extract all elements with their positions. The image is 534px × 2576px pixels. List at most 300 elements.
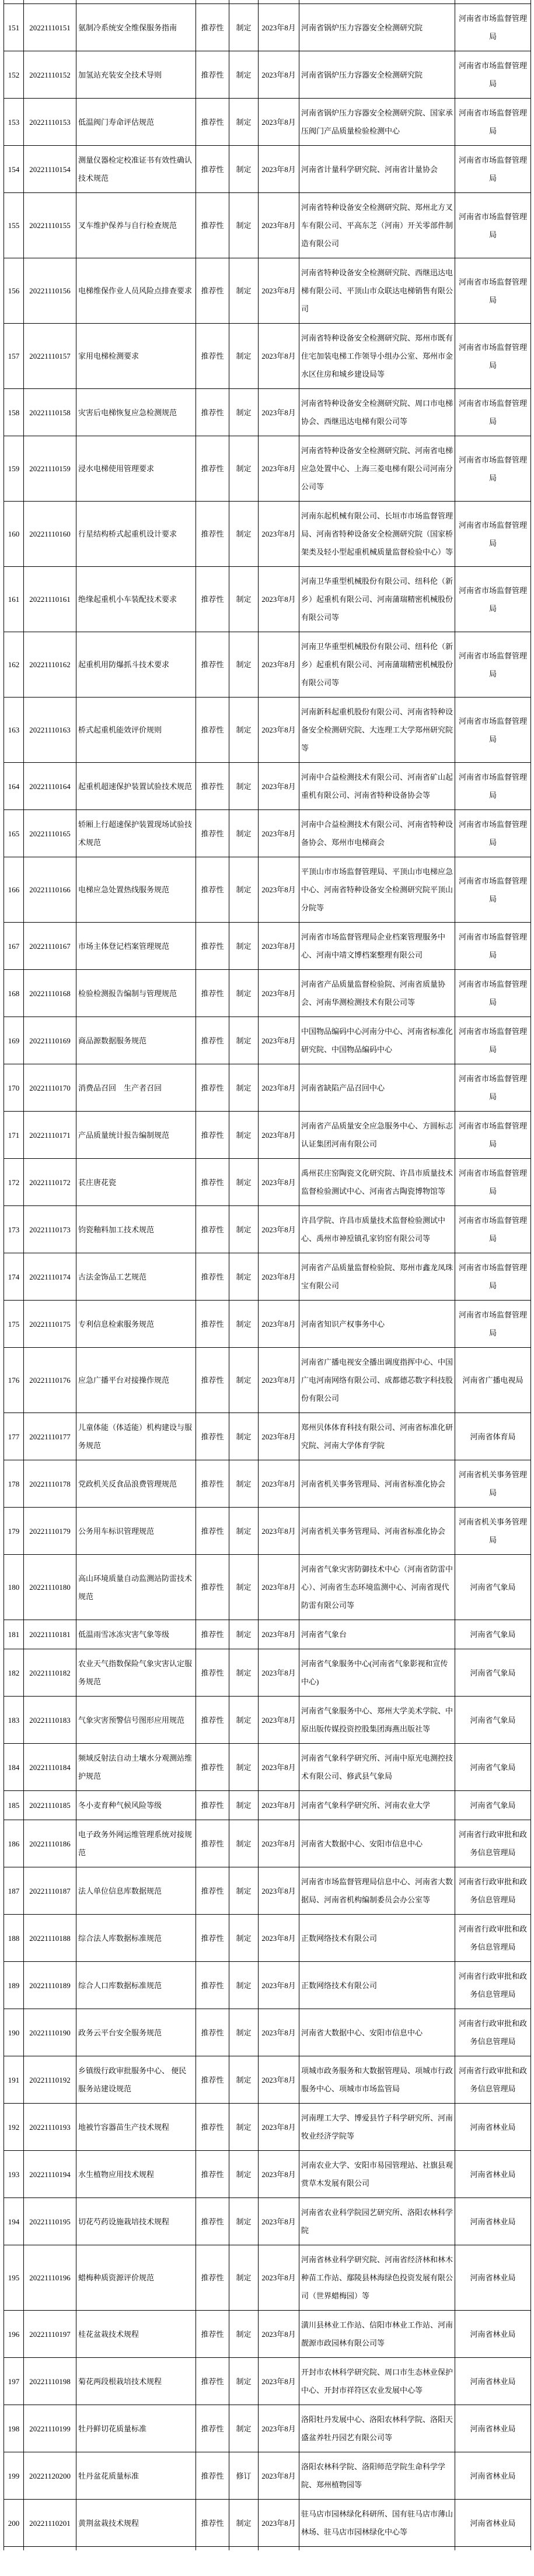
cell-completion-date: 2023年8月	[259, 1867, 299, 1915]
cell-completion-date: 2023年8月	[259, 1159, 299, 1206]
cell-competent-department: 河南省体育局	[455, 1413, 531, 1460]
cell-drafting-organizations: 河南省产品质量监督检验院、郑州市鑫龙凤珠宝有限公司	[299, 1253, 455, 1301]
cell-formulate-or-revise: 制定	[229, 567, 259, 632]
cell-standard-nature: 推荐性	[196, 857, 229, 923]
table-row	[4, 146, 531, 193]
cell-row-number: 154	[4, 146, 24, 193]
cell-project-id: 20221110160	[24, 502, 76, 567]
cell-project-id: 20221110152	[24, 51, 76, 99]
cell-project-id: 20221110166	[24, 857, 76, 923]
cell-completion-date: 2023年8月	[259, 698, 299, 763]
cell-row-number: 161	[4, 567, 24, 632]
cell-project-id: 20221110178	[24, 1460, 76, 1508]
cell-project-id: 20221110182	[24, 1649, 76, 1697]
cell-standard-nature: 推荐性	[196, 502, 229, 567]
cell-row-number: 185	[4, 1791, 24, 1820]
cell-project-id: 20221110185	[24, 1791, 76, 1820]
cell-row-number: 167	[4, 923, 24, 970]
cell-project-id: 20221110172	[24, 1159, 76, 1206]
cell-drafting-organizations: 河南省缺陷产品召回中心	[299, 1064, 455, 1112]
cell-drafting-organizations: 河南省气象服务中心、郑州大学美术学院、中原出版传媒投资控股集团海燕出版社等	[299, 1697, 455, 1744]
table-row	[4, 1867, 531, 1915]
cell-drafting-organizations: 河南省气象灾害防御技术中心（河南省防雷中心）、河南省生态环境监测中心、河南省现代防雷有限公司等	[299, 1555, 455, 1620]
cell-standard-nature: 推荐性	[196, 146, 229, 193]
cell-project-name: 桂花盆栽技术规程	[76, 2311, 196, 2358]
cell-row-number: 155	[4, 193, 24, 258]
table-row	[4, 1820, 531, 1867]
table-row	[4, 436, 531, 502]
cell-formulate-or-revise: 制定	[229, 1159, 259, 1206]
cell-row-number: 193	[4, 2151, 24, 2198]
cell-project-name: 菊花两段根栽培技术规程	[76, 2358, 196, 2405]
cell-competent-department: 河南省气象局	[455, 1697, 531, 1744]
cell-project-id: 20221110174	[24, 1253, 76, 1301]
cell-completion-date: 2023年8月	[259, 2311, 299, 2358]
cell-drafting-organizations: 河南省市场监督管理局企业档案管理服务中心、河南中靖文博档案整理有限公司	[299, 923, 455, 970]
table-row	[4, 1253, 531, 1301]
cell-project-name: 牡丹盆花质量标准	[76, 2452, 196, 2500]
cell-standard-nature: 推荐性	[196, 2358, 229, 2405]
cell-project-id: 20221110153	[24, 99, 76, 146]
partial-cell	[455, 2547, 531, 2551]
cell-competent-department: 河南省行政审批和政务信息管理局	[455, 1867, 531, 1915]
cell-standard-nature: 推荐性	[196, 923, 229, 970]
cell-standard-nature: 推荐性	[196, 4, 229, 51]
cell-drafting-organizations: 中国物品编码中心河南分中心、河南省标准化研究院、中国物品编码中心	[299, 1017, 455, 1064]
cell-completion-date: 2023年8月	[259, 1413, 299, 1460]
cell-project-id: 20221110189	[24, 1962, 76, 2009]
cell-competent-department: 河南省市场监督管理局	[455, 1253, 531, 1301]
cell-standard-nature: 推荐性	[196, 2198, 229, 2245]
cell-project-name: 低温阀门寿命评估规范	[76, 99, 196, 146]
cell-formulate-or-revise: 制定	[229, 2009, 259, 2056]
cell-standard-nature: 推荐性	[196, 1555, 229, 1620]
cell-standard-nature: 推荐性	[196, 698, 229, 763]
partial-cell	[196, 2547, 229, 2551]
cell-formulate-or-revise: 制定	[229, 1348, 259, 1413]
cell-project-name: 加氢站充装安全技术导则	[76, 51, 196, 99]
cell-formulate-or-revise: 制定	[229, 99, 259, 146]
cell-formulate-or-revise: 制定	[229, 51, 259, 99]
cell-competent-department: 河南省市场监督管理局	[455, 857, 531, 923]
table-row	[4, 2245, 531, 2311]
cell-standard-nature: 推荐性	[196, 2151, 229, 2198]
cell-competent-department: 河南省市场监督管理局	[455, 1301, 531, 1348]
cell-standard-nature: 推荐性	[196, 1112, 229, 1159]
cell-formulate-or-revise: 制定	[229, 436, 259, 502]
cell-project-name: 电梯应急处置热线服务规范	[76, 857, 196, 923]
cell-completion-date: 2023年8月	[259, 1017, 299, 1064]
cell-drafting-organizations: 河南省广播电视安全播出调度指挥中心、中国广电河南网络有限公司、成都德芯数字科技股份有限公司	[299, 1348, 455, 1413]
cell-drafting-organizations: 正数网络技术有限公司	[299, 1915, 455, 1962]
cell-completion-date: 2023年8月	[259, 1460, 299, 1508]
cell-project-name: 法人单位信息库数据规范	[76, 1867, 196, 1915]
cell-drafting-organizations: 河南省农业科学院园艺研究所、洛阳农林科学院	[299, 2198, 455, 2245]
cell-formulate-or-revise: 制定	[229, 146, 259, 193]
cell-competent-department: 河南省林业局	[455, 2104, 531, 2151]
cell-formulate-or-revise: 制定	[229, 2500, 259, 2547]
cell-standard-nature: 推荐性	[196, 324, 229, 389]
cell-row-number: 177	[4, 1413, 24, 1460]
table-row	[4, 324, 531, 389]
cell-formulate-or-revise: 制定	[229, 1962, 259, 2009]
cell-row-number: 166	[4, 857, 24, 923]
cell-project-name: 应急广播平台对接操作规范	[76, 1348, 196, 1413]
cell-standard-nature: 推荐性	[196, 389, 229, 436]
cell-row-number: 162	[4, 632, 24, 698]
table-row	[4, 567, 531, 632]
cell-row-number: 191	[4, 2056, 24, 2104]
cell-standard-nature: 推荐性	[196, 2311, 229, 2358]
cell-standard-nature: 推荐性	[196, 1915, 229, 1962]
cell-drafting-organizations: 河南东起机械有限公司、长垣市市场监督管理局、河南省特种设备安全检测研究院（国家桥架类及轻小型起重机械质量监督检验中心）等	[299, 502, 455, 567]
cell-competent-department: 河南省市场监督管理局	[455, 324, 531, 389]
table-row	[4, 698, 531, 763]
cell-formulate-or-revise: 制定	[229, 1791, 259, 1820]
cell-formulate-or-revise: 制定	[229, 763, 259, 810]
cell-drafting-organizations: 河南理工大学、博爱县竹子科学研究所、河南牧业经济学院等	[299, 2104, 455, 2151]
cell-formulate-or-revise: 制定	[229, 2311, 259, 2358]
cell-competent-department: 河南省市场监督管理局	[455, 258, 531, 324]
cell-project-id: 20221110173	[24, 1206, 76, 1253]
cell-row-number: 153	[4, 99, 24, 146]
cell-completion-date: 2023年8月	[259, 1620, 299, 1649]
cell-project-id: 20221110168	[24, 970, 76, 1017]
cell-formulate-or-revise: 制定	[229, 2056, 259, 2104]
cell-drafting-organizations: 河南省产品质量安全应急服务中心、方圆标志认证集团河南有限公司	[299, 1112, 455, 1159]
cell-project-id: 20221110197	[24, 2311, 76, 2358]
cell-standard-nature: 推荐性	[196, 632, 229, 698]
cell-formulate-or-revise: 制定	[229, 1820, 259, 1867]
table-row	[4, 2056, 531, 2104]
cell-project-id: 20221110175	[24, 1301, 76, 1348]
cell-competent-department: 河南省市场监督管理局	[455, 146, 531, 193]
cell-row-number: 190	[4, 2009, 24, 2056]
table-row	[4, 1915, 531, 1962]
cell-competent-department: 河南省林业局	[455, 2500, 531, 2547]
cell-row-number: 176	[4, 1348, 24, 1413]
cell-project-id: 20221110170	[24, 1064, 76, 1112]
cell-project-id: 20221120200	[24, 2452, 76, 2500]
cell-completion-date: 2023年8月	[259, 857, 299, 923]
cell-project-id: 20221110164	[24, 763, 76, 810]
table-row	[4, 1301, 531, 1348]
cell-row-number: 157	[4, 324, 24, 389]
cell-drafting-organizations: 河南省气象服务中心(河南省气象影视和宣传中心)	[299, 1649, 455, 1697]
cell-competent-department: 河南省机关事务管理局	[455, 1508, 531, 1555]
cell-row-number: 170	[4, 1064, 24, 1112]
cell-row-number: 187	[4, 1867, 24, 1915]
cell-formulate-or-revise: 制定	[229, 632, 259, 698]
cell-project-name: 综合法人库数据标准规范	[76, 1915, 196, 1962]
cell-standard-nature: 推荐性	[196, 2245, 229, 2311]
cell-project-id: 20221110161	[24, 567, 76, 632]
cell-project-id: 20221110181	[24, 1620, 76, 1649]
cell-competent-department: 河南省市场监督管理局	[455, 502, 531, 567]
partial-cell	[299, 2547, 455, 2551]
cell-formulate-or-revise: 制定	[229, 1064, 259, 1112]
cell-competent-department: 河南省市场监督管理局	[455, 698, 531, 763]
cell-drafting-organizations: 河南农业大学、安阳市易园管理站、社旗县观赏草木发展有限公司	[299, 2151, 455, 2198]
cell-standard-nature: 推荐性	[196, 1867, 229, 1915]
table-row	[4, 2311, 531, 2358]
cell-row-number: 186	[4, 1820, 24, 1867]
cell-drafting-organizations: 河南省大数据中心、安阳市信息中心	[299, 1820, 455, 1867]
cell-completion-date: 2023年8月	[259, 99, 299, 146]
cell-drafting-organizations: 河南省气象科学研究所、河南中原光电测控技术有限公司、修武县气象局	[299, 1744, 455, 1791]
table-row	[4, 2198, 531, 2245]
cell-project-id: 20221110190	[24, 2009, 76, 2056]
table-row	[4, 1744, 531, 1791]
cell-formulate-or-revise: 制定	[229, 1649, 259, 1697]
cell-row-number: 172	[4, 1159, 24, 1206]
cell-project-name: 低温雨雪冰冻灾害气象等级	[76, 1620, 196, 1649]
cell-drafting-organizations: 河南省特种设备安全检测研究院、周口市电梯协会、西继迅达电梯有限公司等	[299, 389, 455, 436]
cell-project-name: 高山环境质量自动监测站防雷技术规范	[76, 1555, 196, 1620]
cell-completion-date: 2023年8月	[259, 1112, 299, 1159]
cell-completion-date: 2023年8月	[259, 2151, 299, 2198]
cell-project-name: 轿厢上行超速保护装置现场试验技术规范	[76, 810, 196, 857]
cell-completion-date: 2023年8月	[259, 2245, 299, 2311]
cell-standard-nature: 推荐性	[196, 258, 229, 324]
cell-standard-nature: 推荐性	[196, 763, 229, 810]
table-row	[4, 2358, 531, 2405]
cell-project-id: 20221110186	[24, 1820, 76, 1867]
cell-row-number: 183	[4, 1697, 24, 1744]
partial-cell	[76, 2547, 196, 2551]
cell-completion-date: 2023年8月	[259, 2452, 299, 2500]
cell-completion-date: 2023年8月	[259, 1555, 299, 1620]
cell-competent-department: 河南省林业局	[455, 2245, 531, 2311]
cell-project-id: 20221110199	[24, 2405, 76, 2452]
cell-project-name: 水生植物应用技术规程	[76, 2151, 196, 2198]
cell-row-number: 152	[4, 51, 24, 99]
cell-project-id: 20221110177	[24, 1413, 76, 1460]
table-row	[4, 1697, 531, 1744]
cell-drafting-organizations: 河南省特种设备安全检测研究院、河南省电梯应急处置中心、上海三菱电梯有限公司河南分公司等	[299, 436, 455, 502]
cell-competent-department: 河南省市场监督管理局	[455, 436, 531, 502]
cell-project-name: 测量仪器检定校准证书有效性确认技术规范	[76, 146, 196, 193]
cell-completion-date: 2023年8月	[259, 1820, 299, 1867]
cell-drafting-organizations: 河南省机关事务管理局、河南省标准化协会	[299, 1460, 455, 1508]
cell-drafting-organizations: 正数网络技术有限公司	[299, 1962, 455, 2009]
cell-project-name: 产品质量统计报告编制规范	[76, 1112, 196, 1159]
cell-drafting-organizations: 河南省大数据中心、安阳市信息中心	[299, 2009, 455, 2056]
cell-competent-department: 河南省市场监督管理局	[455, 1112, 531, 1159]
table-row	[4, 2500, 531, 2547]
cell-standard-nature: 推荐性	[196, 1413, 229, 1460]
cell-standard-nature: 推荐性	[196, 51, 229, 99]
table-row	[4, 810, 531, 857]
cell-competent-department: 河南省行政审批和政务信息管理局	[455, 2009, 531, 2056]
cell-formulate-or-revise: 制定	[229, 857, 259, 923]
cell-project-name: 消费品召回 生产者召回	[76, 1064, 196, 1112]
cell-competent-department: 河南省市场监督管理局	[455, 567, 531, 632]
cell-project-name: 儿童体能（体适能）机构建设与服务规范	[76, 1413, 196, 1460]
cell-completion-date: 2023年8月	[259, 1962, 299, 2009]
cell-project-id: 20221110158	[24, 389, 76, 436]
cell-standard-nature: 推荐性	[196, 1017, 229, 1064]
cell-project-id: 20221110171	[24, 1112, 76, 1159]
cell-drafting-organizations: 河南省锅炉压力容器安全检测研究院	[299, 51, 455, 99]
cell-project-id: 20221110151	[24, 4, 76, 51]
cell-row-number: 197	[4, 2358, 24, 2405]
cell-drafting-organizations: 河南省市场监督管理局信息中心、河南省大数据局、河南省机构编制委员会办公室等	[299, 1867, 455, 1915]
cell-row-number: 192	[4, 2104, 24, 2151]
cell-row-number: 165	[4, 810, 24, 857]
cell-project-name: 行星结构桥式起重机设计要求	[76, 502, 196, 567]
cell-row-number: 199	[4, 2452, 24, 2500]
cell-competent-department: 河南省机关事务管理局	[455, 1460, 531, 1508]
cell-row-number: 200	[4, 2500, 24, 2547]
cell-project-name: 切花芍药设施栽培技术规程	[76, 2198, 196, 2245]
cell-formulate-or-revise: 制定	[229, 1253, 259, 1301]
cell-project-id: 20221110154	[24, 146, 76, 193]
cell-completion-date: 2023年8月	[259, 1206, 299, 1253]
cell-row-number: 156	[4, 258, 24, 324]
cell-formulate-or-revise: 制定	[229, 698, 259, 763]
cell-standard-nature: 推荐性	[196, 1697, 229, 1744]
cell-competent-department: 河南省市场监督管理局	[455, 970, 531, 1017]
cell-project-name: 公务用车标识管理规范	[76, 1508, 196, 1555]
cell-project-name: 古法金饰品工艺规范	[76, 1253, 196, 1301]
cell-formulate-or-revise: 制定	[229, 502, 259, 567]
cell-project-id: 20221110157	[24, 324, 76, 389]
cell-row-number: 174	[4, 1253, 24, 1301]
cell-project-name: 频域反射法自动土壤水分观测站维护规范	[76, 1744, 196, 1791]
cell-project-id: 20221110192	[24, 2056, 76, 2104]
cell-formulate-or-revise: 制定	[229, 1206, 259, 1253]
cell-standard-nature: 推荐性	[196, 1253, 229, 1301]
cell-project-name: 电子政务外网运维管理系统对接规范	[76, 1820, 196, 1867]
cell-drafting-organizations: 许昌学院、许昌市质量技术监督检验测试中心、禹州市神垕镇孔家钧窑有限公司等	[299, 1206, 455, 1253]
cell-completion-date: 2023年8月	[259, 970, 299, 1017]
standards-plan-table	[4, 0, 531, 2550]
cell-project-id: 20221110193	[24, 2104, 76, 2151]
cell-standard-nature: 推荐性	[196, 970, 229, 1017]
cell-completion-date: 2023年8月	[259, 2198, 299, 2245]
cell-standard-nature: 推荐性	[196, 2405, 229, 2452]
cell-formulate-or-revise: 制定	[229, 1508, 259, 1555]
table-row	[4, 1791, 531, 1820]
cell-project-id: 20221110167	[24, 923, 76, 970]
cell-standard-nature: 推荐性	[196, 1791, 229, 1820]
cell-drafting-organizations: 河南新科起重机股份有限公司、河南省特种设备安全检测研究院、大连理工大学郑州研究院等	[299, 698, 455, 763]
cell-completion-date: 2023年8月	[259, 1649, 299, 1697]
cell-completion-date: 2023年8月	[259, 567, 299, 632]
cell-drafting-organizations: 驻马店市园林绿化科研所、国有驻马店市薄山林场、驻马店市园林绿化中心等	[299, 2500, 455, 2547]
table-row	[4, 99, 531, 146]
cell-competent-department: 河南省市场监督管理局	[455, 1064, 531, 1112]
cell-completion-date: 2023年8月	[259, 2405, 299, 2452]
cell-completion-date: 2023年8月	[259, 2104, 299, 2151]
cell-competent-department: 河南省市场监督管理局	[455, 1206, 531, 1253]
cell-project-id: 20221110180	[24, 1555, 76, 1620]
cell-row-number: 194	[4, 2198, 24, 2245]
cell-completion-date: 2023年8月	[259, 436, 299, 502]
cell-competent-department: 河南省市场监督管理局	[455, 810, 531, 857]
cell-project-name: 家用电梯检测要求	[76, 324, 196, 389]
table-row	[4, 1112, 531, 1159]
table-row	[4, 970, 531, 1017]
cell-completion-date: 2023年8月	[259, 1744, 299, 1791]
cell-competent-department: 河南省市场监督管理局	[455, 389, 531, 436]
cell-formulate-or-revise: 制定	[229, 1555, 259, 1620]
cell-row-number: 164	[4, 763, 24, 810]
table-row	[4, 1649, 531, 1697]
cell-project-name: 检验检测报告编制与管理规范	[76, 970, 196, 1017]
cell-formulate-or-revise: 制定	[229, 1744, 259, 1791]
table-row	[4, 1064, 531, 1112]
table-row	[4, 1460, 531, 1508]
table-row	[4, 2104, 531, 2151]
cell-standard-nature: 推荐性	[196, 2009, 229, 2056]
cell-project-id: 20221110179	[24, 1508, 76, 1555]
cell-completion-date: 2023年8月	[259, 2358, 299, 2405]
cell-standard-nature: 推荐性	[196, 1620, 229, 1649]
cell-competent-department: 河南省林业局	[455, 2198, 531, 2245]
cell-standard-nature: 推荐性	[196, 1744, 229, 1791]
cell-drafting-organizations: 河南省特种设备安全检测研究院、郑州北方叉车有限公司、平高东芝（河南）开关零部件制造有限公司	[299, 193, 455, 258]
cell-drafting-organizations: 河南省知识产权事务中心	[299, 1301, 455, 1348]
partial-cell	[229, 2547, 259, 2551]
cell-project-id: 20221110201	[24, 2500, 76, 2547]
cell-project-name: 地被竹容器苗生产技术规程	[76, 2104, 196, 2151]
cell-drafting-organizations: 禹州苌庄窑陶瓷文化研究院、许昌市质量技术监督检验测试中心、河南省古陶瓷博物馆等	[299, 1159, 455, 1206]
partial-cell	[24, 2547, 76, 2551]
cell-formulate-or-revise: 制定	[229, 810, 259, 857]
cell-row-number: 181	[4, 1620, 24, 1649]
cell-standard-nature: 推荐性	[196, 1206, 229, 1253]
cell-project-name: 蜡梅种质资源评价规范	[76, 2245, 196, 2311]
table-row	[4, 389, 531, 436]
cell-drafting-organizations: 河南省特种设备安全检测研究院、郑州市既有住宅加装电梯工作领导小组办公室、郑州市金水区住房和城乡建设局等	[299, 324, 455, 389]
cell-project-id: 20221110194	[24, 2151, 76, 2198]
cell-project-name: 桥式起重机能效评价规则	[76, 698, 196, 763]
cell-formulate-or-revise: 制定	[229, 1112, 259, 1159]
cell-drafting-organizations: 郑州贝体体育科技有限公司、河南省标准化研究院、河南大学体育学院	[299, 1413, 455, 1460]
cell-formulate-or-revise: 制定	[229, 1867, 259, 1915]
cell-competent-department: 河南省林业局	[455, 2405, 531, 2452]
cell-competent-department: 河南省广播电视局	[455, 1348, 531, 1413]
cell-completion-date: 2023年8月	[259, 1253, 299, 1301]
cell-drafting-organizations: 河南省机关事务管理局、河南省标准化协会	[299, 1508, 455, 1555]
cell-drafting-organizations: 河南省林业科学研究院、河南省经济林和林木种苗工作站、鄢陵县林海绿色投资发展有限公司（世界蜡梅园）等	[299, 2245, 455, 2311]
cell-project-name: 政务云平台安全服务规范	[76, 2009, 196, 2056]
cell-formulate-or-revise: 制定	[229, 1620, 259, 1649]
cell-formulate-or-revise: 制定	[229, 2405, 259, 2452]
cell-completion-date: 2023年8月	[259, 1791, 299, 1820]
cell-row-number: 188	[4, 1915, 24, 1962]
cell-standard-nature: 推荐性	[196, 436, 229, 502]
cell-competent-department: 河南省市场监督管理局	[455, 632, 531, 698]
cell-project-id: 20221110156	[24, 258, 76, 324]
cell-competent-department: 河南省气象局	[455, 1555, 531, 1620]
cell-project-id: 20221110163	[24, 698, 76, 763]
cell-row-number: 159	[4, 436, 24, 502]
cell-drafting-organizations: 河南省产品质量监督检验院、河南省质量协会、河南华测检测技术有限公司等	[299, 970, 455, 1017]
table-row	[4, 632, 531, 698]
cell-formulate-or-revise: 制定	[229, 2151, 259, 2198]
cell-competent-department: 河南省市场监督管理局	[455, 763, 531, 810]
cell-competent-department: 河南省行政审批和政务信息管理局	[455, 2056, 531, 2104]
cell-project-name: 钧瓷釉料加工技术规范	[76, 1206, 196, 1253]
cell-drafting-organizations: 洛阳牡丹发展中心、洛阳农林科学院、洛阳天盛盆养牡丹园艺有限公司等	[299, 2405, 455, 2452]
cell-competent-department: 河南省市场监督管理局	[455, 51, 531, 99]
table-row	[4, 1017, 531, 1064]
cell-completion-date: 2023年8月	[259, 1697, 299, 1744]
cell-project-id: 20221110188	[24, 1915, 76, 1962]
